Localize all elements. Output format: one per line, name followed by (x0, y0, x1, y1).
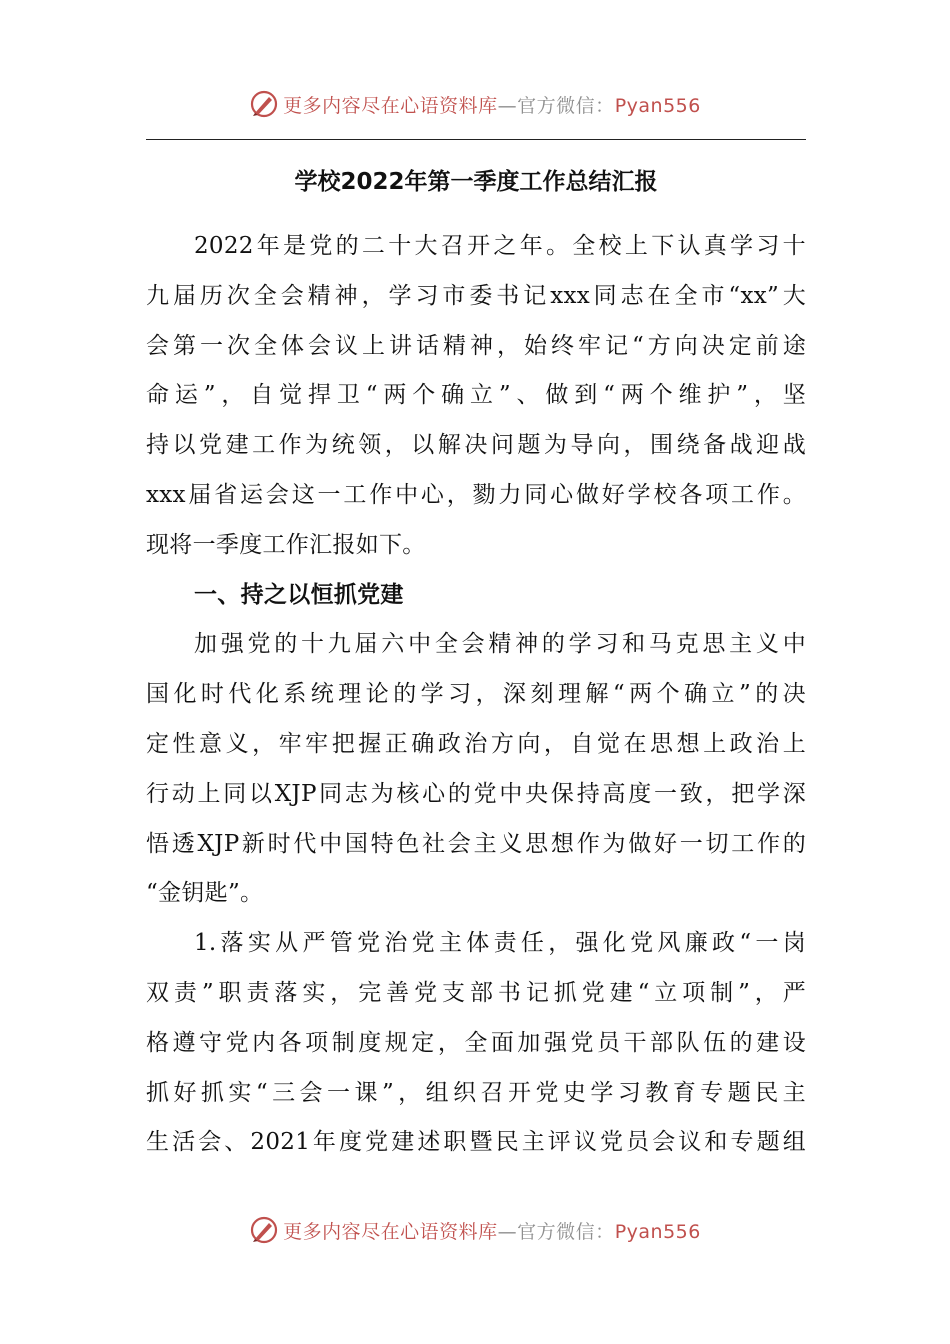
list-item-line: 生活会、2021年度党建述职暨民主评议党员会议和专题组 (146, 1129, 806, 1156)
paragraph-line: 定性意义，牢牢把握正确政治方向，自觉在思想上政治上 (146, 730, 806, 757)
section-heading: 一、持之以恒抓党建 (194, 581, 404, 608)
list-item-line: 格遵守党内各项制度规定，全面加强党员干部队伍的建设 (146, 1029, 806, 1056)
paragraph-line: 加强党的十九届六中全会精神的学习和马克思主义中 (194, 631, 806, 658)
paragraph-line: 会第一次全体会议上讲话精神，始终牢记“方向决定前途 (146, 332, 806, 359)
paragraph-line: 九届历次全会精神，学习市委书记xxx同志在全市“xx”大 (146, 282, 806, 309)
header-divider (146, 139, 806, 140)
paragraph-line: “金钥匙”。 (146, 880, 264, 907)
paragraph-line: 命运”，自觉捍卫“两个确立”、做到“两个维护”，坚 (146, 382, 806, 409)
paragraph-line: 2022年是党的二十大召开之年。全校上下认真学习十 (194, 233, 806, 259)
paragraph-line: 悟透XJP新时代中国特色社会主义思想作为做好一切工作的 (146, 830, 806, 857)
banner-caption: 更多内容尽在心语资料库—官方微信：Pyan556 (283, 94, 701, 117)
paragraph-line: 持以党建工作为统领，以解决问题为导向，围绕备战迎战 (146, 432, 806, 459)
paragraph-line: 国化时代化系统理论的学习，深刻理解“两个确立”的决 (146, 681, 806, 708)
pen-circle-logo-icon (249, 89, 279, 119)
banner-caption: 更多内容尽在心语资料库—官方微信：Pyan556 (283, 1220, 701, 1243)
paragraph-line: xxx届省运会这一工作中心，勠力同心做好学校各项工作。 (146, 481, 806, 508)
header-banner (0, 84, 950, 124)
footer-banner (0, 1210, 950, 1250)
pen-circle-logo-icon (249, 1215, 279, 1245)
list-item-line: 双责”职责落实，完善党支部书记抓党建“立项制”，严 (146, 979, 806, 1006)
paragraph-line: 现将一季度工作汇报如下。 (146, 531, 426, 558)
list-item-line: 抓好抓实“三会一课”，组织召开党史学习教育专题民主 (146, 1079, 806, 1106)
document-title: 学校2022年第一季度工作总结汇报 (294, 169, 658, 195)
paragraph-line: 行动上同以XJP同志为核心的党中央保持高度一致，把学深 (146, 780, 806, 807)
list-item-line: 1.落实从严管党治党主体责任，强化党风廉政“一岗 (194, 930, 806, 957)
document-body (146, 222, 806, 1168)
